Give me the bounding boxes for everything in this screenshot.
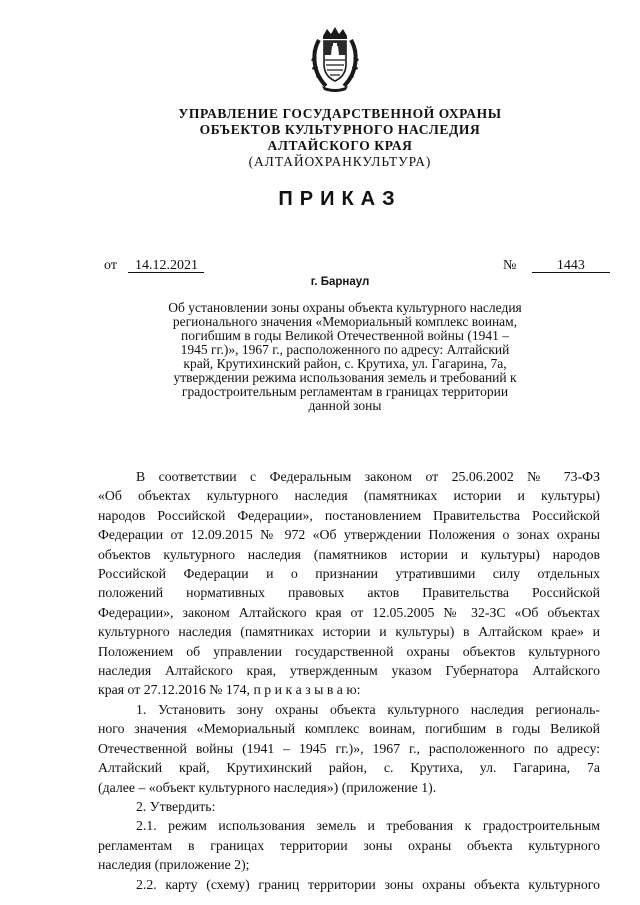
subject-line: 1945 гг.)», 1967 г., расположенного по адресу: Алтайский xyxy=(180,342,510,357)
organization-name-line1: УПРАВЛЕНИЕ ГОСУДАРСТВЕННОЙ ОХРАНЫ xyxy=(178,106,502,121)
subject-line: данной зоны xyxy=(308,398,382,413)
document-body xyxy=(98,467,600,894)
date-prefix: от xyxy=(104,258,117,273)
body-line: 2.2. карту (схему) границ территории зоны охраны объекта культурного xyxy=(136,876,600,892)
body-line: наследия (приложение 2); xyxy=(98,857,250,873)
body-line: Отечественной войны (1941 – 1945 гг.)», 1967 г., расположенного по адресу: xyxy=(98,740,600,756)
document-date: 14.12.2021 xyxy=(128,259,204,273)
body-line: ного значения «Мемориальный комплекс воинам, погибшим в годы Великой xyxy=(98,721,600,737)
body-line: В соответствии с Федеральным законом от 25.06.2002 № 73-ФЗ xyxy=(136,469,600,484)
body-line: народов Российской Федерации», постановлением Правительства Российской xyxy=(98,507,600,523)
body-line: 2. Утвердить: xyxy=(136,798,216,814)
number-block xyxy=(503,258,610,274)
city-label: г. Барнаул xyxy=(310,276,370,288)
subject-line: градостроительным регламентам в границах территории xyxy=(181,384,509,399)
body-line: 2.1. режим использования земель и требования к градостроительным xyxy=(136,818,600,834)
body-line: наследия Алтайского края, утвержденным указом Губернатора Алтайского xyxy=(98,663,600,679)
body-line: Российской Федерации и о признании утратившими силу отдельных xyxy=(98,566,600,582)
subject-line: Об установлении зоны охраны объекта культурного наследия xyxy=(168,300,522,315)
body-line: Федерации от 12.09.2015 № 972 «Об утверждении Положения о зонах охраны xyxy=(98,527,600,543)
number-prefix: № xyxy=(503,258,517,273)
body-line: положений нормативных правовых актов Правительства Российской xyxy=(98,585,600,601)
date-block xyxy=(104,258,204,274)
document-type-title: ПРИКАЗ xyxy=(278,188,402,210)
body-line: Положением об управлении государственной охраны объектов культурного xyxy=(98,643,600,659)
document-number: 1443 xyxy=(532,259,610,273)
body-line: края от 27.12.2016 № 174, п р и к а з ы в а ю: xyxy=(98,682,361,698)
subject-line: погибшим в годы Великой Отечественной войны (1941 – xyxy=(181,328,509,343)
altai-krai-coat-of-arms-icon xyxy=(310,26,360,94)
body-line: объектов культурного наследия (памятников истории и культуры) народов xyxy=(98,546,600,562)
body-line: Алтайский край, Крутихинский район, с. Крутиха, ул. Гагарина, 7а xyxy=(98,760,600,776)
organization-name-line2: ОБЪЕКТОВ КУЛЬТУРНОГО НАСЛЕДИЯ xyxy=(199,122,481,137)
organization-abbreviation: (АЛТАЙОХРАНКУЛЬТУРА) xyxy=(248,154,432,169)
document-subject xyxy=(140,301,550,413)
organization-header xyxy=(60,106,620,170)
body-line: (далее – «объект культурного наследия») (приложение 1). xyxy=(98,779,437,795)
body-line: 1. Установить зону охраны объекта культурного наследия региональ- xyxy=(136,701,600,717)
body-line: культурного наследия (памятниках истории и культуры) в Алтайском крае» и xyxy=(98,624,600,640)
body-line: регламентам в границах территории зоны охраны объекта культурного xyxy=(98,837,600,853)
organization-name-line3: АЛТАЙСКОГО КРАЯ xyxy=(267,138,413,153)
body-line: Федерации», законом Алтайского края от 12.05.2005 № 32-ЗС «Об объектах xyxy=(98,604,600,620)
subject-line: край, Крутихинский район, с. Крутиха, ул. Гагарина, 7а, xyxy=(183,356,507,371)
subject-line: регионального значения «Мемориальный комплекс воинам, xyxy=(172,314,518,329)
subject-line: утверждении режима использования земель и требований к xyxy=(173,370,517,385)
body-line: «Об объектах культурного наследия (памятниках истории и культуры) xyxy=(98,488,600,504)
